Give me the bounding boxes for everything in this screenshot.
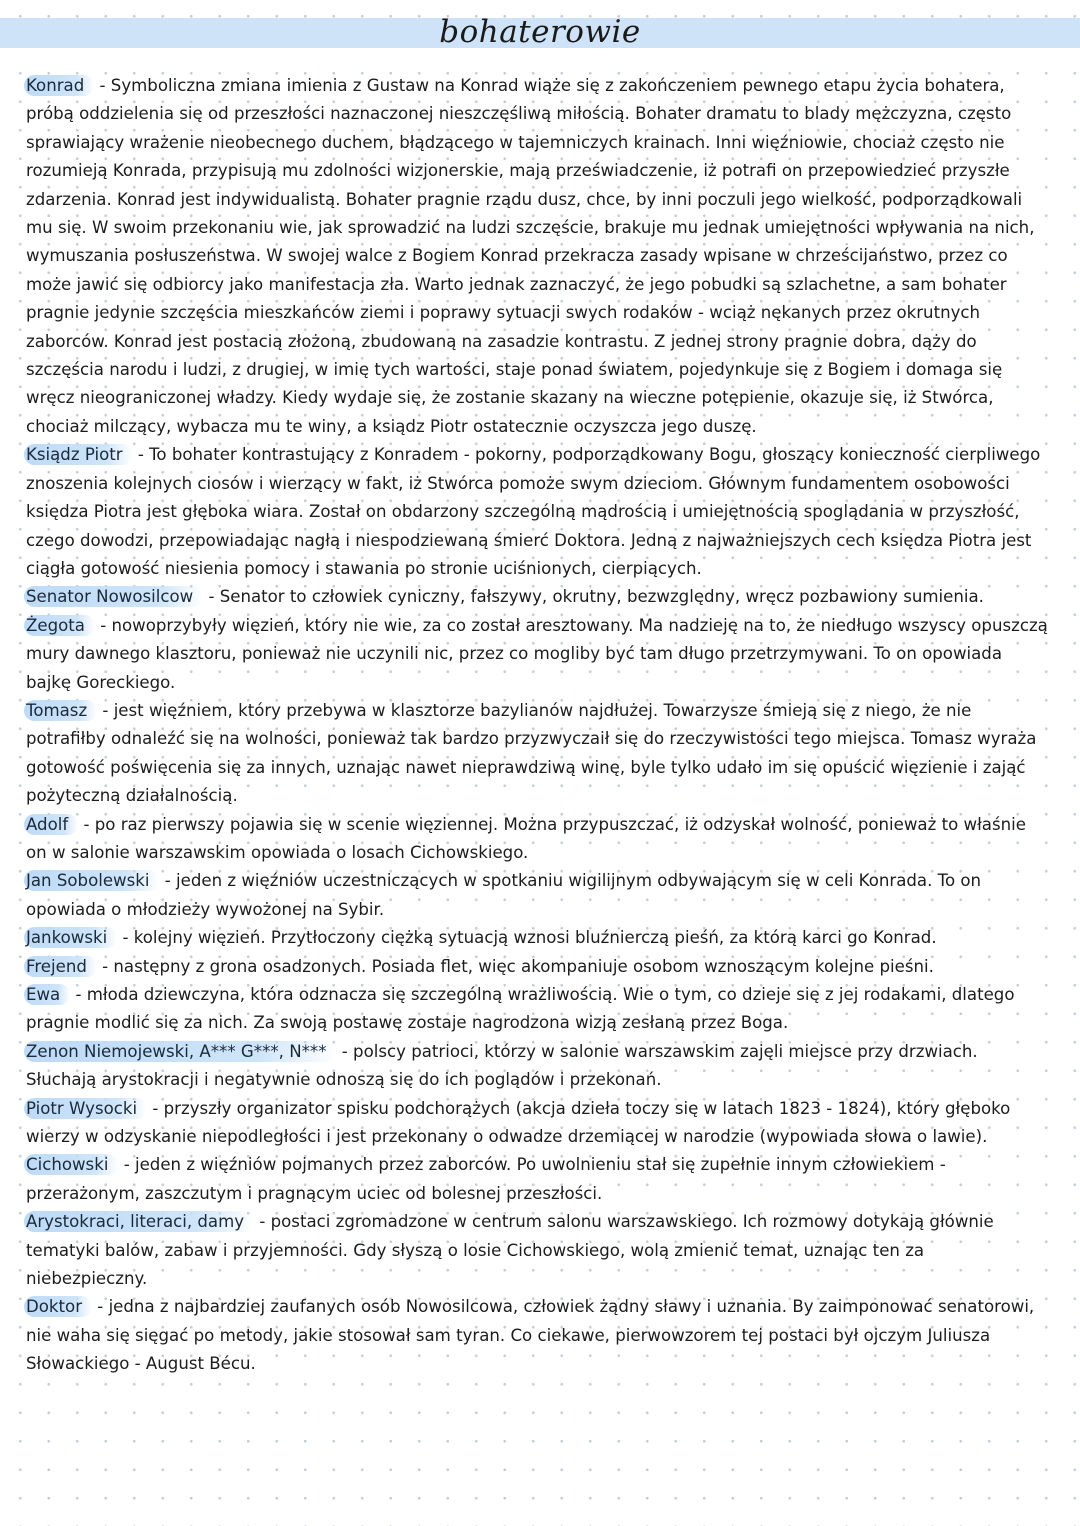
- character-description: - jeden z więźniów pojmanych przez zaborców. Po uwolnieniu stał się zupełnie innym człowiekiem - przerażonym, zaszczutym i pragnącym uciec od bolesnej przeszłości.: [26, 1155, 946, 1203]
- entry-adolf: [26, 811, 1048, 868]
- entry-jan-sobolewski: [26, 867, 1048, 924]
- character-description: - Senator to człowiek cyniczny, fałszywy, okrutny, bezwzględny, wręcz pozbawiony sumienia.: [203, 587, 984, 607]
- character-name: Żegota: [24, 615, 95, 636]
- character-description: - Symboliczna zmiana imienia z Gustaw na Konrad wiąże się z zakończeniem pewnego etapu życia bohatera, próbą oddzielenia się od przeszłości naznaczonej nieszczęśliwą miłością. Bohater dramatu to blady mężczyzna, często sprawiający wrażenie nieobecnego duchem, błądzącego w tajemniczych krainach. Inni więźniowie, chociaż często nie rozumieją Konrada, przypisują mu zdolności wizjonerskie, mają przeświadczenie, iż potrafi on przepowiedzieć przyszłe zdarzenia. Konrad jest indywidualistą. Bohater pragnie rządu dusz, chce, by inni poczuli jego wielkość, podporządkowali mu się. W swoim przekonaniu wie, jak sprowadzić na ludzi szczęście, brakuje mu jednak umiejętności wpływania na nich, wymuszania posłuszeństwa. W swojej walce z Bogiem Konrad przekracza zasady wpisane w chrześcijaństwo, przez co może jawić się odbiorcy jako manifestacja zła. Warto jednak zaznaczyć, że jego pobudki są szlachetne, a sam bohater pragnie jedynie szczęścia mieszkańców ziemi i poprawy sytuacji swych rodaków - wciąż nękanych przez okrutnych zaborców. Konrad jest postacią złożoną, zbudowaną na zasadzie kontrastu. Z jednej strony pragnie dobra, dąży do szczęścia narodu i ludzi, z drugiej, w imię tych wartości, staje ponad światem, pojedynkuje się z Bogiem i domaga się wręcz nieograniczonej władzy. Kiedy wydaje się, że zostanie skazany na wieczne potępienie, okazuje się, iż Stwórca, chociaż milczący, wybacza mu te winy, a ksiądz Piotr ostatecznie oczyszcza jego duszę.: [26, 76, 1035, 436]
- character-name: Tomasz: [24, 700, 97, 721]
- character-name: Cichowski: [24, 1154, 118, 1175]
- character-description: - młoda dziewczyna, która odznacza się szczególną wrażliwością. Wie o tym, co dzieje się z jej rodakami, dlatego pragnie modlić się za nich. Za swoją postawę zostaje nagrodzona wizją zesłaną przez Boga.: [26, 985, 1015, 1033]
- character-name: Konrad: [24, 75, 94, 96]
- character-description: - następny z grona osadzonych. Posiada flet, więc akompaniuje osobom wznoszącym kolejne pieśni.: [96, 956, 934, 976]
- entry-cichowski: [26, 1151, 1048, 1208]
- character-name: Ewa: [24, 984, 70, 1005]
- character-description: - To bohater kontrastujący z Konradem - pokorny, podporządkowany Bogu, głoszący konieczność cierpliwego znoszenia kolejnych ciosów i wierzący w fakt, iż Stwórca pomoże swym dzieciom. Głównym fundamentem osobowości księdza Piotra jest głęboka wiara. Został on obdarzony szczególną mądrością i umiejętnością spoglądania w przyszłość, czego dowodzi, przepowiadając nagłą i niespodziewaną śmierć Doktora. Jedną z najważniejszych cech księdza Piotra jest ciągła gotowość niesienia pomocy i stawania po stronie uciśnionych, cierpiących.: [26, 445, 1041, 578]
- entry-zenon-niemojewski: [26, 1038, 1048, 1095]
- character-description: - jedna z najbardziej zaufanych osób Nowosilcowa, człowiek żądny sławy i uznania. By zaimponować senatorowi, nie waha się sięgać po metody, jakie stosował sam tyran. Co ciekawe, pierwowzorem tej postaci był ojczym Juliusza Słowackiego - August Bécu.: [26, 1297, 1035, 1374]
- character-name: Arystokraci, literaci, damy: [24, 1211, 254, 1232]
- character-name: Piotr Wysocki: [24, 1098, 147, 1119]
- character-name: Frejend: [24, 956, 97, 977]
- character-description: - przyszły organizator spisku podchorążych (akcja dzieła toczy się w latach 1823 - 1824), który głęboko wierzy w odzyskanie niepodległości i jest przekonany o odwadze drzemiącej w narodzie (wypowiada słowa o lawie).: [26, 1098, 1011, 1147]
- entry-doktor: [26, 1293, 1048, 1378]
- entry-zegota: [26, 612, 1048, 697]
- character-name: Adolf: [24, 814, 78, 835]
- character-description: - polscy patrioci, którzy w salonie warszawskim zajęli miejsce przy drzwiach. Słuchają arystokracji i negatywnie odnoszą się do ich poglądów i przekonań.: [26, 1041, 978, 1090]
- entry-arystokraci: [26, 1208, 1048, 1293]
- character-name: Zenon Niemojewski, A*** G***, N***: [24, 1041, 337, 1062]
- character-description: - postaci zgromadzone w centrum salonu warszawskiego. Ich rozmowy dotykają głównie tematyki balów, zabaw i przyjemności. Gdy słyszą o losie Cichowskiego, wolą zmienić temat, uznając ten za niebezpieczny.: [26, 1212, 994, 1289]
- character-list: [26, 72, 1048, 1379]
- entry-konrad: [26, 72, 1048, 441]
- character-description: - kolejny więzień. Przytłoczony ciężką sytuacją wznosi bluźnierczą pieśń, za którą karci go Konrad.: [117, 928, 937, 948]
- page-title: bohaterowie: [439, 14, 641, 50]
- character-description: - po raz pierwszy pojawia się w scenie więziennej. Można przypuszczać, iż odzyskał wolność, ponieważ to właśnie on w salonie warszawskim opowiada o losach Cichowskiego.: [26, 814, 1026, 862]
- character-description: - nowoprzybyły więzień, który nie wie, za co został aresztowany. Ma nadzieję na to, że niedługo wszyscy opuszczą mury dawnego klasztoru, ponieważ nie uczynili nic, przez co mogliby być tam długo przetrzymywani. To on opowiada bajkę Goreckiego.: [26, 615, 1048, 692]
- character-name: Jan Sobolewski: [24, 870, 159, 891]
- character-description: - jest więźniem, który przebywa w klasztorze bazylianów najdłużej. Towarzysze śmieją się z niego, że nie potrafiłby odnaleźć się na wolności, ponieważ tak bardzo przyzwyczaił się do rzeczywistości tego miejsca. Tomasz wyraża gotowość poświęcenia się za innych, uznając nawet nieprawdziwą winę, byle tylko udało im się opuścić więzienie i zająć pożyteczną działalnością.: [26, 700, 1037, 806]
- character-name: Ksiądz Piotr: [24, 444, 133, 465]
- entry-ksiadz-piotr: [26, 441, 1048, 583]
- entry-senator-nowosilcow: [26, 583, 1048, 611]
- character-name: Senator Nowosilcow: [24, 586, 203, 607]
- character-name: Doktor: [24, 1296, 92, 1317]
- entry-jankowski: [26, 924, 1048, 952]
- entry-frejend: [26, 953, 1048, 981]
- character-name: Jankowski: [24, 927, 117, 948]
- entry-ewa: [26, 981, 1048, 1038]
- character-description: - jeden z więźniów uczestniczących w spotkaniu wigilijnym odbywającym się w celi Konrada. To on opowiada o młodzieży wywożonej na Sybir.: [26, 871, 982, 919]
- entry-tomasz: [26, 697, 1048, 811]
- entry-piotr-wysocki: [26, 1095, 1048, 1152]
